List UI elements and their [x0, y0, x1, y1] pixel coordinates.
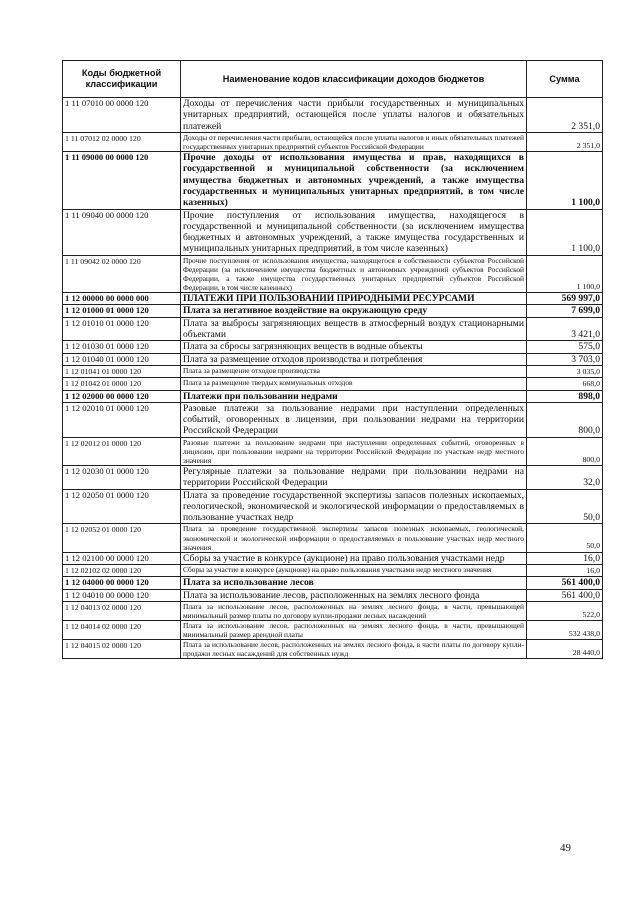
table-row	[63, 437, 603, 465]
table-row	[63, 390, 603, 402]
row-name: Плата за размещение твердых коммунальных отходов	[181, 378, 527, 390]
table-row	[63, 317, 603, 341]
row-sum: 1 100,0	[527, 152, 603, 209]
row-sum: 561 400,0	[527, 577, 603, 589]
row-name: Плата за использование лесов, расположенных на землях лесного фонда, в части, превышающей минимальный размер арендной платы	[181, 621, 527, 640]
row-code: 1 11 09042 02 0000 120	[63, 255, 181, 292]
row-name: Разовые платежи за пользование недрами при наступлении определенных событий, оговоренных в лицензии, при пользовании недрами на территории Российской Федерации	[181, 402, 527, 437]
row-sum: 3 703,0	[527, 353, 603, 365]
row-sum: 3 421,0	[527, 317, 603, 341]
row-code: 1 12 04013 02 0000 120	[63, 601, 181, 620]
table-row	[63, 365, 603, 377]
row-code: 1 12 02102 02 0000 120	[63, 565, 181, 577]
row-sum: 28 440,0	[527, 640, 603, 659]
table-row	[63, 489, 603, 524]
row-code: 1 12 04010 00 0000 120	[63, 589, 181, 601]
row-code: 1 12 02052 01 0000 120	[63, 524, 181, 552]
row-code: 1 12 02000 00 0000 120	[63, 390, 181, 402]
table-row	[63, 465, 603, 489]
header-name: Наименование кодов классификации доходов бюджетов	[181, 61, 527, 98]
row-name: Плата за размещение отходов производства	[181, 365, 527, 377]
row-sum: 532 438,0	[527, 621, 603, 640]
row-code: 1 11 07012 02 0000 120	[63, 132, 181, 151]
row-sum: 7 699,0	[527, 305, 603, 317]
table-row	[63, 589, 603, 601]
row-name: Регулярные платежи за пользование недрами при пользовании недрами на территории Российской Федерации	[181, 465, 527, 489]
row-name: Плата за сбросы загрязняющих веществ в водные объекты	[181, 341, 527, 353]
row-sum: 16,0	[527, 552, 603, 564]
row-sum: 522,0	[527, 601, 603, 620]
row-code: 1 12 01041 01 0000 120	[63, 365, 181, 377]
table-row	[63, 98, 603, 133]
row-sum: 1 100,0	[527, 255, 603, 292]
row-code: 1 12 04000 00 0000 120	[63, 577, 181, 589]
row-name: Плата за использование лесов, расположенных на землях лесного фонда, в части платы по договору купли-продажи лесных насаждений для собственных нужд	[181, 640, 527, 659]
row-sum: 32,0	[527, 465, 603, 489]
row-code: 1 12 04014 02 0000 120	[63, 621, 181, 640]
table-row	[63, 524, 603, 552]
row-sum: 16,0	[527, 565, 603, 577]
table-row	[63, 341, 603, 353]
row-name: Плата за проведение государственной экспертизы запасов полезных ископаемых, геологической, экономической и экологической информации о предоставляемых в пользование участках недр местного значения	[181, 524, 527, 552]
row-name: Плата за проведение государственной экспертизы запасов полезных ископаемых, геологической, экономической и экологической информации о предоставляемых в пользование участках недр	[181, 489, 527, 524]
row-code: 1 11 09000 00 0000 120	[63, 152, 181, 209]
row-code: 1 12 02012 01 0000 120	[63, 437, 181, 465]
row-sum: 898,0	[527, 390, 603, 402]
row-code: 1 12 02010 01 0000 120	[63, 402, 181, 437]
row-code: 1 12 02030 01 0000 120	[63, 465, 181, 489]
row-code: 1 12 01000 01 0000 120	[63, 305, 181, 317]
row-code: 1 12 04015 02 0000 120	[63, 640, 181, 659]
table-row	[63, 255, 603, 292]
row-sum: 569 997,0	[527, 293, 603, 305]
row-name: Разовые платежи за пользование недрами при наступлении определенных событий, оговоренных в лицензии, при пользовании недрами на территории Российской Федерации по участкам недр местного значения	[181, 437, 527, 465]
row-name: Прочие доходы от использования имущества и прав, находящихся в государственной и муниципальной собственности (за исключением имущества бюджетных и автономных учреждений, а также имущества государственных и муниципальных унитарных предприятий, в том числе казенных)	[181, 152, 527, 209]
row-name: Сборы за участие в конкурсе (аукционе) на право пользования участками недр местного значения	[181, 565, 527, 577]
table-row	[63, 305, 603, 317]
row-code: 1 12 01030 01 0000 120	[63, 341, 181, 353]
row-sum: 1 100,0	[527, 209, 603, 255]
page-number: 49	[560, 842, 571, 854]
budget-revenue-table	[62, 60, 603, 659]
header-code: Коды бюджетной классификации	[63, 61, 181, 98]
table-row	[63, 293, 603, 305]
table-row	[63, 378, 603, 390]
table-row	[63, 152, 603, 209]
table-row	[63, 209, 603, 255]
row-code: 1 11 07010 00 0000 120	[63, 98, 181, 133]
row-code: 1 12 01042 01 0000 120	[63, 378, 181, 390]
table-row	[63, 601, 603, 620]
row-name: Платежи при пользовании недрами	[181, 390, 527, 402]
row-sum: 800,0	[527, 402, 603, 437]
row-sum: 561 400,0	[527, 589, 603, 601]
row-name: Плата за размещение отходов производства и потребления	[181, 353, 527, 365]
table-header-row	[63, 61, 603, 98]
table-row	[63, 552, 603, 564]
row-sum: 50,0	[527, 489, 603, 524]
row-sum: 575,0	[527, 341, 603, 353]
row-name: Сборы за участие в конкурсе (аукционе) на право пользования участками недр	[181, 552, 527, 564]
row-sum: 3 035,0	[527, 365, 603, 377]
row-name: Доходы от перечисления части прибыли, остающейся после уплаты налогов и иных обязательных платежей государственных унитарных предприятий субъектов Российской Федерации	[181, 132, 527, 151]
budget-table-container	[62, 60, 602, 659]
row-name: ПЛАТЕЖИ ПРИ ПОЛЬЗОВАНИИ ПРИРОДНЫМИ РЕСУРСАМИ	[181, 293, 527, 305]
row-name: Плата за использование лесов, расположенных на землях лесного фонда, в части, превышающей минимальный размер платы по договору купли-продажи лесных насаждений	[181, 601, 527, 620]
row-code: 1 12 02050 01 0000 120	[63, 489, 181, 524]
table-row	[63, 565, 603, 577]
row-name: Прочие поступления от использования имущества, находящегося в собственности субъектов Российской Федерации (за исключением имущества бюджетных и автономных учреждений субъектов Российской Федерации, а также имущества государственных унитарных предприятий субъектов Российской Федерации, в том числе казенных)	[181, 255, 527, 292]
table-row	[63, 402, 603, 437]
table-row	[63, 353, 603, 365]
row-sum: 800,0	[527, 437, 603, 465]
row-name: Плата за использование лесов, расположенных на землях лесного фонда	[181, 589, 527, 601]
row-name: Плата за выбросы загрязняющих веществ в атмосферный воздух стационарными объектами	[181, 317, 527, 341]
row-name: Доходы от перечисления части прибыли государственных и муниципальных унитарных предприятий, остающейся после уплаты налогов и обязательных платежей	[181, 98, 527, 133]
table-row	[63, 577, 603, 589]
table-row	[63, 640, 603, 659]
row-code: 1 12 00000 00 0000 000	[63, 293, 181, 305]
row-code: 1 12 01010 01 0000 120	[63, 317, 181, 341]
table-row	[63, 132, 603, 151]
row-name: Плата за негативное воздействие на окружающую среду	[181, 305, 527, 317]
row-name: Плата за использование лесов	[181, 577, 527, 589]
row-code: 1 11 09040 00 0000 120	[63, 209, 181, 255]
row-code: 1 12 02100 00 0000 120	[63, 552, 181, 564]
row-sum: 2 351,0	[527, 98, 603, 133]
header-sum: Сумма	[527, 61, 603, 98]
row-sum: 2 351,0	[527, 132, 603, 151]
row-name: Прочие поступления от использования имущества, находящегося в государственной и муниципальной собственности (за исключением имущества бюджетных и автономных учреждений, а также имущества государственных и муниципальных унитарных предприятий, в том числе казенных)	[181, 209, 527, 255]
row-code: 1 12 01040 01 0000 120	[63, 353, 181, 365]
row-sum: 50,0	[527, 524, 603, 552]
row-sum: 668,0	[527, 378, 603, 390]
table-row	[63, 621, 603, 640]
